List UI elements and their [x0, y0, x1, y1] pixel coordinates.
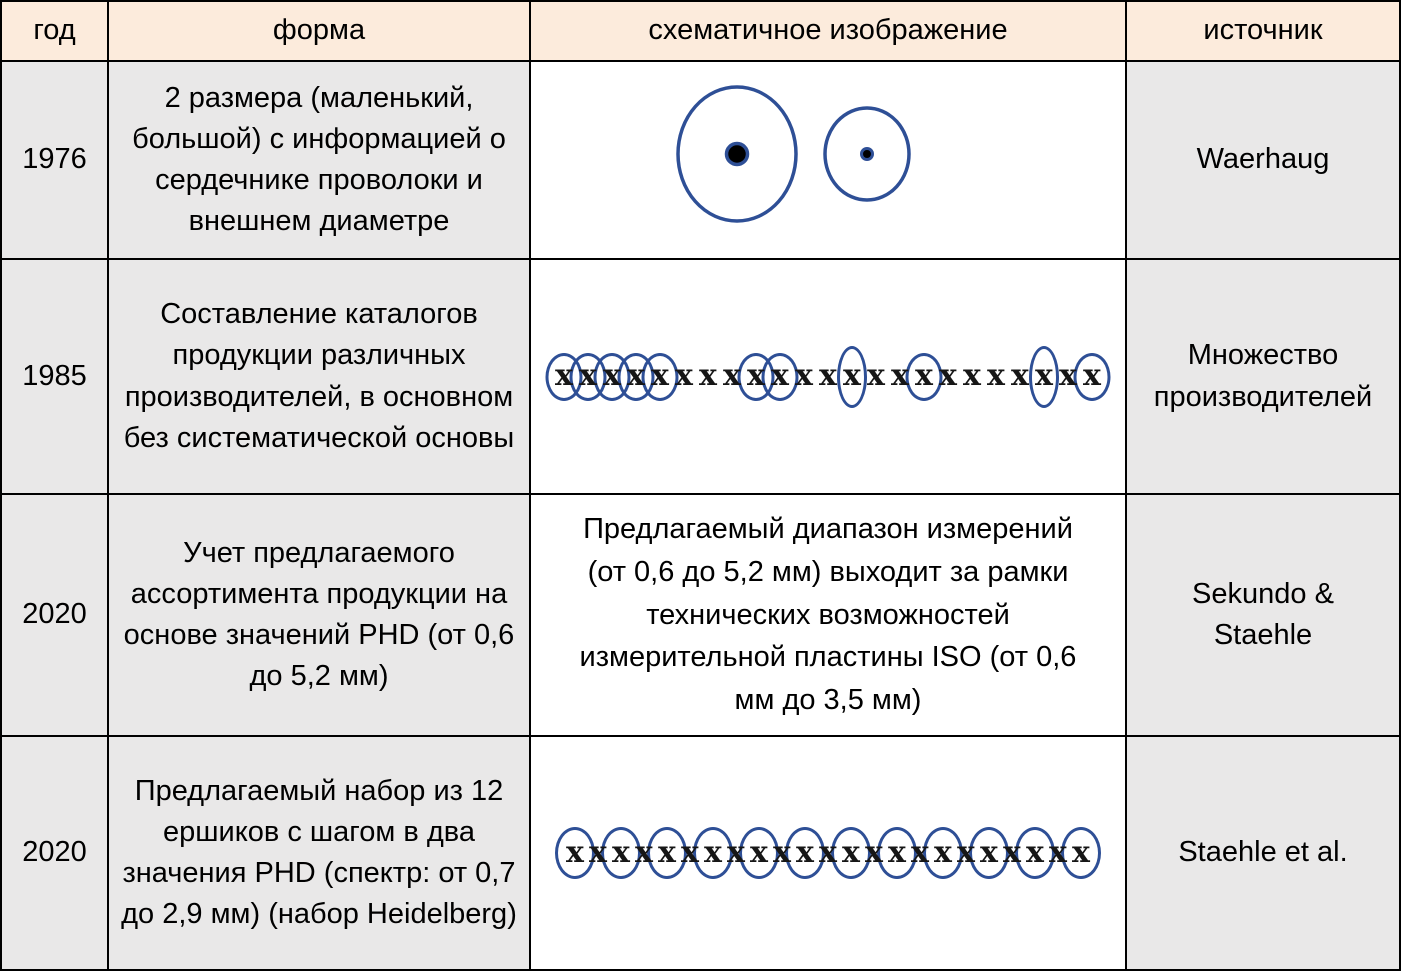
x-mark: [984, 345, 1008, 409]
x-glyph: x: [888, 834, 906, 870]
x-glyph: x: [1059, 358, 1077, 394]
circled-x-mark: [610, 821, 633, 885]
x-glyph: x: [796, 834, 814, 870]
x-row-2020-diagram: [564, 821, 1093, 885]
x-glyph: x: [681, 834, 699, 870]
circled-x-mark: [794, 821, 817, 885]
circled-x-mark: [552, 345, 576, 409]
small-core-dot: [862, 148, 873, 159]
x-glyph: x: [658, 834, 676, 870]
x-glyph: x: [939, 358, 957, 394]
x-glyph: x: [911, 834, 929, 870]
circled-x-mark: [648, 345, 672, 409]
x-glyph: x: [819, 834, 837, 870]
circled-x-mark: [564, 821, 587, 885]
circled-x-mark: [702, 821, 725, 885]
x-glyph: x: [589, 834, 607, 870]
circled-x-mark: [1024, 821, 1047, 885]
x-glyph: x: [1003, 834, 1021, 870]
x-glyph: x: [1072, 834, 1090, 870]
circled-x-mark: [978, 821, 1001, 885]
header-schematic: схематичное изображение: [531, 2, 1125, 60]
x-glyph: x: [987, 358, 1005, 394]
x-glyph: x: [1083, 358, 1101, 394]
x-mark: [960, 345, 984, 409]
circled-x-mark: [1070, 821, 1093, 885]
x-mark: [817, 821, 840, 885]
x-glyph: x: [1011, 358, 1029, 394]
x-mark: [792, 345, 816, 409]
x-glyph: x: [566, 834, 584, 870]
x-glyph: x: [957, 834, 975, 870]
circled-x-mark: [1032, 345, 1056, 409]
row-2020b-source: Staehle et al.: [1127, 737, 1399, 969]
x-glyph: x: [795, 358, 813, 394]
x-glyph: x: [627, 358, 645, 394]
x-glyph: x: [579, 358, 597, 394]
circled-x-mark: [600, 345, 624, 409]
circled-x-mark: [886, 821, 909, 885]
x-mark: [1008, 345, 1032, 409]
x-mark: [771, 821, 794, 885]
row-2020b-year: 2020: [2, 737, 107, 969]
x-glyph: x: [819, 358, 837, 394]
circled-x-mark: [932, 821, 955, 885]
x-mark: [720, 345, 744, 409]
circled-x-mark: [748, 821, 771, 885]
x-glyph: x: [723, 358, 741, 394]
x-glyph: x: [865, 834, 883, 870]
row-2020a-form: Учет предлагаемого ассортимента продукции на основе значений PHD (от 0,6 до 5,2 мм): [109, 495, 529, 735]
row-1976-source: Waerhaug: [1127, 62, 1399, 258]
x-glyph: x: [771, 358, 789, 394]
x-glyph: x: [699, 358, 717, 394]
row-1976-year: 1976: [2, 62, 107, 258]
row-1976-schematic: [531, 62, 1125, 258]
x-mark: [955, 821, 978, 885]
x-glyph: x: [1049, 834, 1067, 870]
x-mark: [1056, 345, 1080, 409]
x-glyph: x: [1026, 834, 1044, 870]
row-1985-year: 1985: [2, 260, 107, 493]
x-glyph: x: [747, 358, 765, 394]
header-year: год: [2, 2, 107, 60]
x-mark: [1001, 821, 1024, 885]
x-mark: [587, 821, 610, 885]
row-1985-source: Множество производителей: [1127, 260, 1399, 493]
large-core-dot: [727, 143, 748, 164]
row-2020b-form: Предлагаемый набор из 12 ершиков с шагом в два значения PHD (спектр: от 0,7 до 2,9 мм) (набор Heidelberg): [109, 737, 529, 969]
x-glyph: x: [675, 358, 693, 394]
x-mark: [888, 345, 912, 409]
x-glyph: x: [934, 834, 952, 870]
row-2020a-source: Sekundo & Staehle: [1127, 495, 1399, 735]
x-row-1985-diagram: [552, 345, 1104, 409]
x-glyph: x: [635, 834, 653, 870]
x-mark: [725, 821, 748, 885]
wire-circles-svg: [531, 62, 1125, 252]
circled-x-mark: [840, 821, 863, 885]
x-glyph: x: [867, 358, 885, 394]
circled-x-mark: [624, 345, 648, 409]
x-glyph: x: [704, 834, 722, 870]
x-mark: [936, 345, 960, 409]
x-mark: [909, 821, 932, 885]
row-1985-form: Составление каталогов продукции различных производителей, в основном без систематической основы: [109, 260, 529, 493]
header-source: источник: [1127, 2, 1399, 60]
x-mark: [863, 821, 886, 885]
circled-x-mark: [576, 345, 600, 409]
x-glyph: x: [963, 358, 981, 394]
row-2020b-schematic: [531, 737, 1125, 969]
circled-x-mark: [744, 345, 768, 409]
x-glyph: x: [891, 358, 909, 394]
x-mark: [816, 345, 840, 409]
x-glyph: x: [980, 834, 998, 870]
circled-x-mark: [912, 345, 936, 409]
header-form: форма: [109, 2, 529, 60]
row-1985-schematic: [531, 260, 1125, 493]
x-glyph: x: [1035, 358, 1053, 394]
x-glyph: x: [843, 358, 861, 394]
x-glyph: x: [727, 834, 745, 870]
row-1976-form: 2 размера (маленький, большой) с информацией о сердечнике проволоки и внешнем диаметре: [109, 62, 529, 258]
x-glyph: x: [555, 358, 573, 394]
x-glyph: x: [915, 358, 933, 394]
x-glyph: x: [842, 834, 860, 870]
x-mark: [696, 345, 720, 409]
x-glyph: x: [750, 834, 768, 870]
x-mark: [1047, 821, 1070, 885]
x-mark: [864, 345, 888, 409]
x-glyph: x: [603, 358, 621, 394]
x-mark: [633, 821, 656, 885]
circled-x-mark: [768, 345, 792, 409]
circled-x-mark: [1080, 345, 1104, 409]
x-glyph: x: [651, 358, 669, 394]
circled-x-mark: [656, 821, 679, 885]
x-mark: [679, 821, 702, 885]
row-2020a-schematic-text: Предлагаемый диапазон измерений (от 0,6 до 5,2 мм) выходит за рамки технических возможностей измерительной пластины ISO (от 0,6 мм до 3,5 мм): [531, 495, 1125, 735]
x-glyph: x: [612, 834, 630, 870]
wire-circles-diagram: [531, 62, 1125, 258]
x-mark: [672, 345, 696, 409]
circled-x-mark: [840, 345, 864, 409]
x-glyph: x: [773, 834, 791, 870]
row-2020a-year: 2020: [2, 495, 107, 735]
